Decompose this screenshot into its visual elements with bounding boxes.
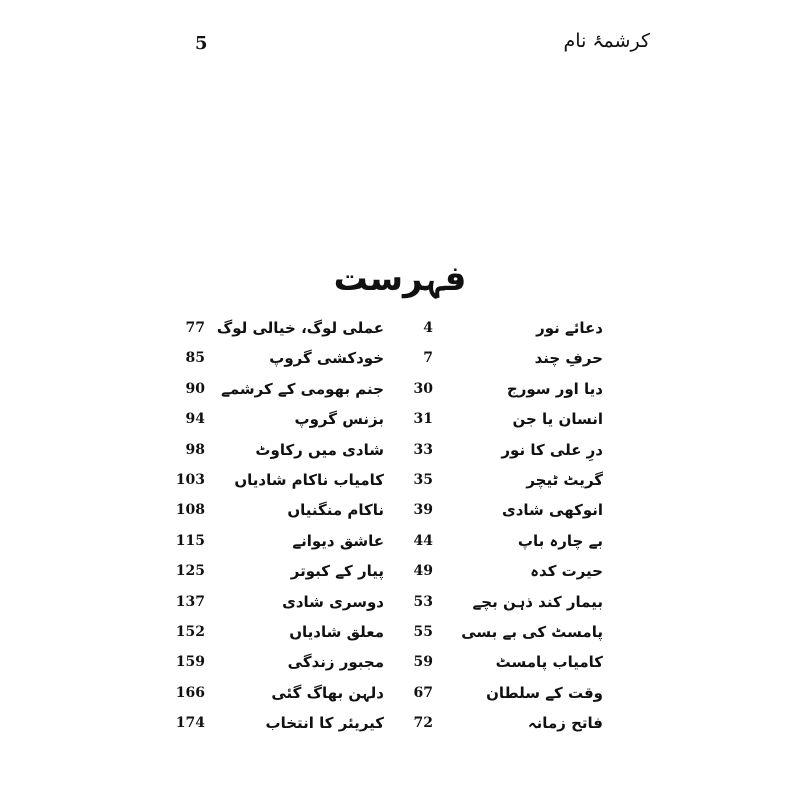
toc-entry-page-number: 94 <box>185 411 205 428</box>
toc-entry-title: عملی لوگ، خیالی لوگ <box>216 319 384 337</box>
toc-entry-title: انسان یا جن <box>512 410 603 429</box>
toc-entry-title: حیرت کدہ <box>530 562 603 581</box>
toc-entry-title: خودکشی گروپ <box>269 349 384 368</box>
toc-entry-title: شادی میں رکاوٹ <box>255 440 384 459</box>
toc-entry-title: درِ علی کا نور <box>501 440 603 459</box>
toc-entry-page-number: 55 <box>413 624 433 640</box>
toc-entry-title: پیار کے کبوتر <box>290 562 384 581</box>
toc-entry-title: حرفِ چند <box>534 349 603 368</box>
toc-entry-title: ناکام منگنیاں <box>287 501 384 520</box>
toc-entry-page-number: 59 <box>413 654 433 671</box>
page-number: 5 <box>195 33 208 54</box>
toc-entry-title: پامسٹ کی بے بسی <box>461 623 603 641</box>
toc-entry-title: عاشق دیوانے <box>292 531 384 550</box>
toc-entry-page-number: 108 <box>175 502 205 519</box>
toc-entry-title: بزنس گروپ <box>294 410 384 429</box>
book-title-header: کرشمۂ نام <box>563 30 650 52</box>
toc-entry-page-number: 44 <box>413 532 433 549</box>
toc-entry-page-number: 98 <box>185 441 205 458</box>
toc-entry-page-number: 90 <box>185 380 205 397</box>
toc-entry-page-number: 49 <box>413 563 433 580</box>
toc-entry-page-number: 39 <box>413 502 433 519</box>
toc-entry-title: فاتح زمانہ <box>527 714 603 733</box>
toc-entry-title: جنم بھومی کے کرشمے <box>221 379 384 398</box>
toc-entry-page-number: 152 <box>175 624 205 640</box>
toc-entry-page-number: 67 <box>413 684 433 701</box>
toc-entry-title: دعائے نور <box>536 319 603 337</box>
toc-entry-page-number: 166 <box>175 684 205 701</box>
toc-entry-page-number: 103 <box>175 472 205 488</box>
toc-entry-title: وقت کے سلطان <box>486 683 603 702</box>
toc-entry-title: کامیاب پامسٹ <box>495 653 603 672</box>
toc-entry-title: مجبور زندگی <box>287 653 384 672</box>
toc-entry-page-number: 33 <box>413 441 433 458</box>
toc-entry-title: کیریئر کا انتخاب <box>265 714 384 733</box>
toc-entry-page-number: 4 <box>423 320 433 336</box>
toc-entry-title: انوکھی شادی <box>501 501 603 520</box>
toc-entry-page-number: 137 <box>175 593 205 610</box>
toc-entry-title: بے چارہ باپ <box>517 531 603 550</box>
toc-entry-page-number: 53 <box>413 593 433 610</box>
toc-entry-page-number: 159 <box>175 654 205 671</box>
toc-entry-page-number: 31 <box>413 411 433 428</box>
toc-entry-title: کامیاب ناکام شادیاں <box>234 471 384 489</box>
toc-heading: فہرست <box>333 259 467 299</box>
toc-entry-title: بیمار کند ذہن بچے <box>472 592 603 611</box>
toc-entry-page-number: 174 <box>175 715 205 732</box>
toc-entry-page-number: 85 <box>185 350 205 367</box>
toc-entry-page-number: 30 <box>413 380 433 397</box>
toc-entry-page-number: 72 <box>413 715 433 732</box>
toc-entry-title: دلہن بھاگ گئی <box>271 683 384 702</box>
toc-entry-title: دیا اور سورج <box>506 379 603 398</box>
toc-entry-page-number: 115 <box>175 532 205 549</box>
toc-entry-page-number: 35 <box>413 472 433 488</box>
toc-entry-page-number: 7 <box>423 350 433 367</box>
toc-entry-title: گریٹ ٹیچر <box>526 471 603 489</box>
toc-entry-title: معلق شادیاں <box>289 623 384 641</box>
toc-entry-title: دوسری شادی <box>282 592 384 611</box>
toc-entry-page-number: 125 <box>175 563 205 580</box>
toc-entry-page-number: 77 <box>185 320 205 336</box>
